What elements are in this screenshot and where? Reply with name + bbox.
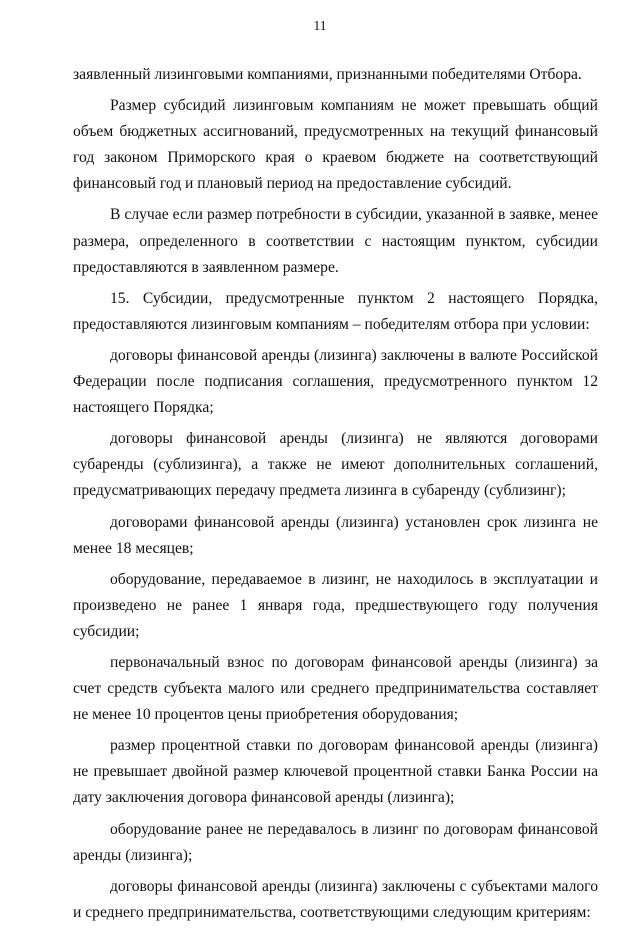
condition-no-sublease: договоры финансовой аренды (лизинга) не являются договорами субаренды (сублизинга), а также не имеют дополнительных соглашений, предусматривающих передачу предмета лизинга в субаренду (сублизинг); xyxy=(73,430,598,500)
condition-sme-criteria: договоры финансовой аренды (лизинга) заключены с субъектами малого и среднего предпринимательства, соответствующими следующим критериям: xyxy=(73,877,598,921)
condition-new-equipment: оборудование, передаваемое в лизинг, не находилось в эксплуатации и произведено не ранее 1 января года, предшествующего году получения субсидии; xyxy=(73,570,598,640)
condition-currency: договоры финансовой аренды (лизинга) заключены в валюте Российской Федерации после подписания соглашения, предусмотренного пунктом 12 настоящего Порядка; xyxy=(73,346,598,417)
paragraph-subsidy-need: В случае если размер потребности в субсидии, указанной в заявке, менее размера, определенного в соответствии с настоящим пунктом, субсидии предоставляются в заявленном размере. xyxy=(73,206,598,276)
paragraph-continuation: заявленный лизинговыми компаниями, признанными победителями Отбора. xyxy=(73,66,582,83)
condition-interest-rate: размер процентной ставки по договорам финансовой аренды (лизинга) не превышает двойной размер ключевой процентной ставки Банка России на дату заключения договора финансовой аренды (лизинга); xyxy=(73,737,598,807)
condition-not-leased-before: оборудование ранее не передавалось в лизинг по договорам финансовой аренды (лизинга); xyxy=(73,820,598,864)
condition-lease-term: договорами финансовой аренды (лизинга) установлен срок лизинга не менее 18 месяцев; xyxy=(73,513,598,557)
page-number: 11 xyxy=(313,18,327,33)
condition-initial-payment: первоначальный взнос по договорам финансовой аренды (лизинга) за счет средств субъекта малого или среднего предпринимательства составляет не менее 10 процентов цены приобретения оборудования; xyxy=(73,653,598,724)
document-body xyxy=(73,62,598,931)
paragraph-clause-15: 15. Субсидии, предусмотренные пунктом 2 настоящего Порядка, предоставляются лизинговым компаниям – победителям отбора при условии: xyxy=(73,289,598,333)
paragraph-subsidy-limit: Размер субсидий лизинговым компаниям не может превышать общий объем бюджетных ассигнований, предусмотренных на текущий финансовый год законом Приморского края о краевом бюджете на соответствующий финансовый год и плановый период на предоставление субсидий. xyxy=(73,97,598,193)
